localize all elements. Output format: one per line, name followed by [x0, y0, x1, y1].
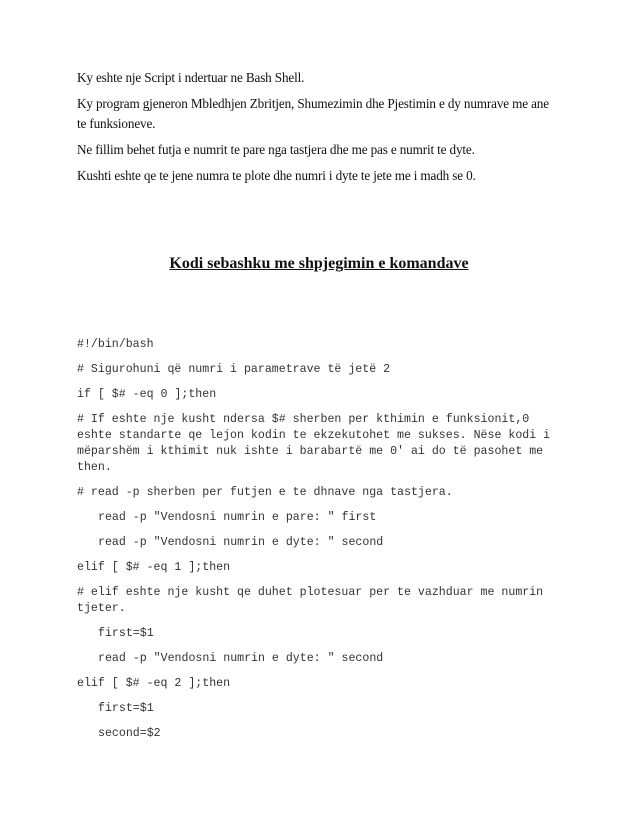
code-line: elif [ $# -eq 1 ];then	[77, 561, 231, 574]
code-line: read -p "Vendosni numrin e pare: " first	[98, 511, 377, 524]
code-line: read -p "Vendosni numrin e dyte: " second	[98, 536, 384, 549]
intro-line-4: Kushti eshte qe te jene numra te plote dhe numri i dyte te jete me i madh se 0.	[77, 168, 476, 183]
code-comment: # elif eshte nje kusht qe duhet plotesuar per te vazhduar me numrin tjeter.	[77, 586, 551, 615]
code-line: second=$2	[98, 727, 161, 740]
intro-line-2: Ky program gjeneron Mbledhjen Zbritjen, Shumezimin dhe Pjestimin e dy numrave me ane te funksioneve.	[77, 96, 549, 131]
code-block	[77, 337, 567, 751]
code-line: read -p "Vendosni numrin e dyte: " second	[98, 652, 384, 665]
code-line: first=$1	[98, 627, 154, 640]
intro-line-3: Ne fillim behet futja e numrit te pare nga tastjera dhe me pas e numrit te dyte.	[77, 142, 475, 157]
section-heading: Kodi sebashku me shpjegimin e komandave	[169, 255, 469, 272]
code-line: #!/bin/bash	[77, 338, 154, 351]
code-line: first=$1	[98, 702, 154, 715]
code-line: elif [ $# -eq 2 ];then	[77, 677, 231, 690]
intro-line-1: Ky eshte nje Script i ndertuar ne Bash Shell.	[77, 70, 305, 85]
intro-section	[77, 68, 557, 192]
code-line: if [ $# -eq 0 ];then	[77, 388, 217, 401]
code-comment: # Sigurohuni që numri i parametrave të jetë 2	[77, 363, 391, 376]
code-comment: # If eshte nje kusht ndersa $# sherben per kthimin e funksionit,0 eshte standarte qe lejon kodin te ekzekutohet me sukses. Nëse kodi i mëparshëm i kthimit nuk ishte i barabartë me 0' ai do të pasohet me then.	[77, 413, 558, 474]
code-comment: # read -p sherben per futjen e te dhnave nga tastjera.	[77, 486, 453, 499]
